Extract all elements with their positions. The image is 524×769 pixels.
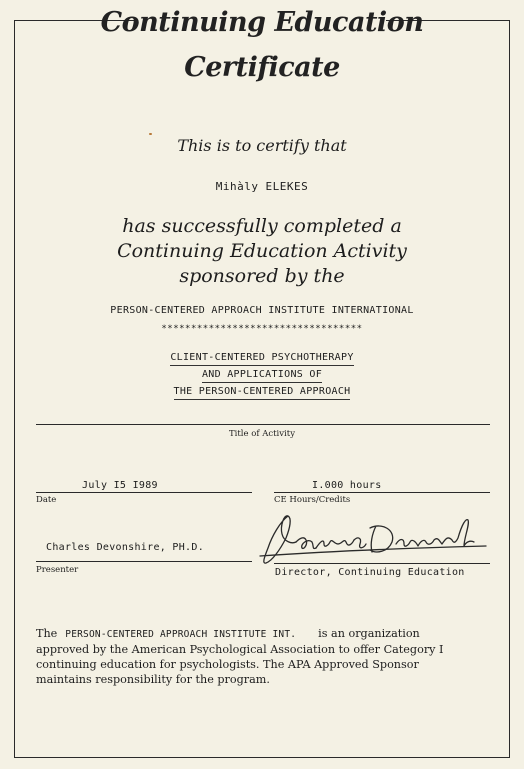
certificate-title-line1: Continuing Education [100, 7, 424, 38]
footer-the: The [36, 627, 58, 640]
ce-hours-label: CE Hours/Credits [274, 495, 351, 505]
date-value: July I5 I989 [82, 480, 158, 491]
certificate-title-line2: Certificate [184, 52, 340, 83]
footer-line-2: approved by the American Psychological Association to offer Category I [36, 643, 444, 656]
footer-line-3: continuing education for psychologists. The APA Approved Sponsor [36, 658, 419, 671]
director-rule [274, 563, 490, 564]
activity-title-line1: CLIENT-CENTERED PSYCHOTHERAPY [170, 351, 353, 366]
completion-statement [0, 214, 524, 289]
date-rule [36, 492, 252, 493]
activity-title-line3: THE PERSON-CENTERED APPROACH [174, 385, 351, 400]
presenter-rule [36, 561, 252, 562]
presenter-label: Presenter [36, 565, 79, 575]
footer-statement [36, 626, 496, 687]
ce-hours-value: I.000 hours [312, 480, 382, 491]
footer-org: PERSON-CENTERED APPROACH INSTITUTE INT. [65, 629, 297, 640]
hours-rule [274, 492, 490, 493]
completion-line-1: has successfully completed a [122, 215, 402, 237]
certify-text: This is to certify that [177, 136, 347, 155]
sponsor-organization: PERSON-CENTERED APPROACH INSTITUTE INTERNATIONAL [110, 305, 414, 316]
footer-line-1 [36, 626, 496, 642]
presenter-value: Charles Devonshire, PH.D. [46, 542, 205, 553]
footer-line-4: maintains responsibility for the program. [36, 673, 270, 686]
activity-rule [36, 424, 490, 425]
director-signature [258, 508, 488, 570]
date-label: Date [36, 495, 57, 505]
asterisk-separator: ********************************** [161, 324, 363, 334]
footer-line-1-rest: is an organization [318, 627, 420, 640]
completion-line-3: sponsored by the [179, 265, 345, 287]
recipient-name: Mihàly ELEKES [215, 180, 309, 193]
completion-line-2: Continuing Education Activity [117, 240, 407, 262]
director-title: Director, Continuing Education [275, 567, 465, 578]
paper-speck [149, 133, 152, 135]
activity-title-line2: AND APPLICATIONS OF [202, 368, 322, 383]
activity-title [0, 349, 524, 400]
activity-label: Title of Activity [229, 429, 295, 439]
